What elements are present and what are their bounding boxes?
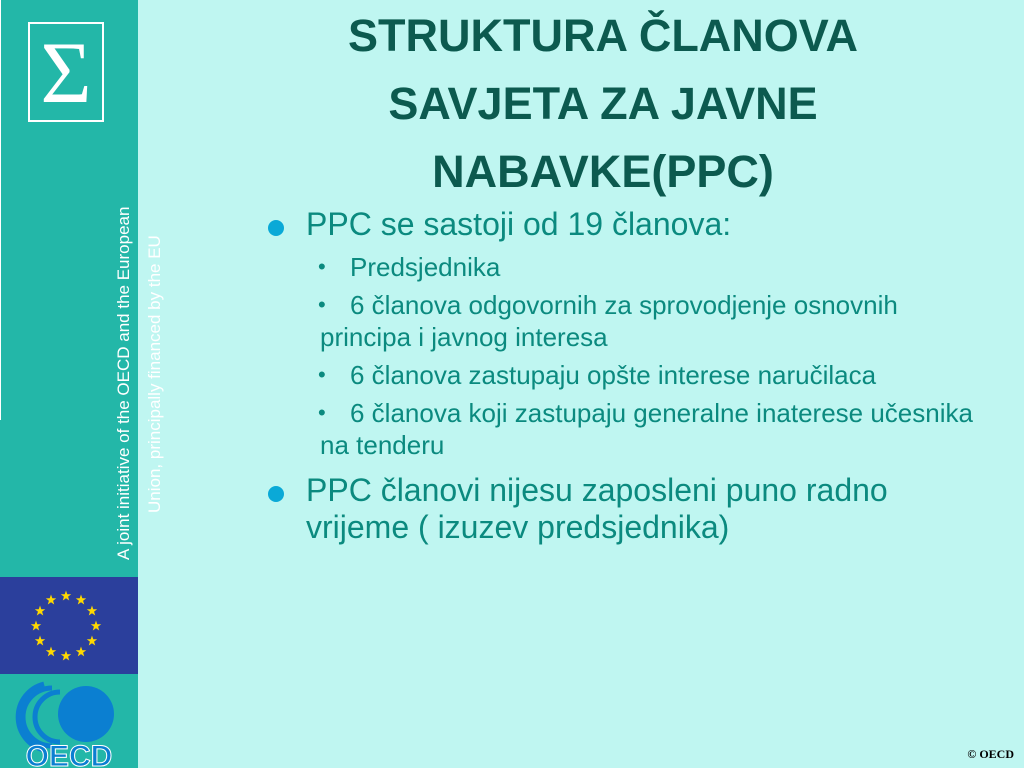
slide-title: STRUKTURA ČLANOVA SAVJETA ZA JAVNE NABAVKE(PPC) — [348, 10, 858, 197]
eu-star-icon — [76, 595, 86, 605]
copyright-notice: © OECD — [967, 747, 1014, 761]
sub-bullet-icon: • — [318, 362, 326, 387]
sidebar-panel — [0, 0, 164, 768]
members-sublist — [268, 251, 988, 461]
bullet-employment — [268, 472, 988, 546]
list-item-text: 6 članova koji zastupaju generalne inaterese učesnika na tenderu — [320, 398, 973, 460]
bullet-members-count — [268, 206, 988, 243]
sub-bullet-icon: • — [318, 400, 326, 425]
eu-star-icon — [87, 606, 97, 616]
eu-star-icon — [76, 646, 86, 656]
sidebar-divider — [0, 0, 1, 420]
sub-bullet-icon: • — [318, 254, 326, 279]
bullet-dot-icon — [268, 220, 284, 236]
eu-star-icon — [91, 621, 101, 631]
eu-star-icon — [31, 621, 41, 631]
sigma-icon — [30, 24, 102, 120]
eu-star-icon — [35, 606, 45, 616]
eu-star-icon — [46, 646, 56, 656]
slide-content — [268, 206, 988, 546]
initiative-line-1: A joint initiative of the OECD and the European — [114, 206, 133, 560]
sigma-logo — [28, 22, 104, 122]
list-item-text: 6 članova zastupaju opšte interese naručilaca — [350, 360, 877, 390]
bullet-text: PPC članovi nijesu zaposleni puno radno vrijeme ( izuzev predsjednika) — [306, 472, 888, 545]
list-item — [268, 251, 988, 283]
oecd-logo — [0, 674, 138, 768]
eu-star-icon — [46, 595, 56, 605]
list-item — [268, 359, 988, 391]
list-item-text: 6 članova odgovornih za sprovodjenje osnovnih principa i javnog interesa — [320, 290, 898, 352]
oecd-emblem-icon — [0, 674, 138, 768]
initiative-caption — [108, 130, 170, 560]
list-item — [268, 289, 988, 353]
svg-text:Σ: Σ — [40, 25, 92, 120]
eu-star-icon — [35, 636, 45, 646]
bullet-text: PPC se sastoji od 19 članova: — [306, 206, 732, 242]
svg-text:OECD: OECD — [25, 740, 113, 768]
bullet-dot-icon — [268, 486, 284, 502]
eu-star-icon — [61, 591, 71, 601]
sub-bullet-icon: • — [318, 292, 326, 317]
list-item — [268, 397, 988, 461]
eu-stars-icon — [0, 577, 138, 674]
eu-star-icon — [61, 651, 71, 661]
eu-star-icon — [87, 636, 97, 646]
eu-flag-logo — [0, 577, 138, 674]
initiative-line-2: Union, principally financed by the EU — [145, 235, 164, 513]
list-item-text: Predsjednika — [350, 252, 501, 282]
